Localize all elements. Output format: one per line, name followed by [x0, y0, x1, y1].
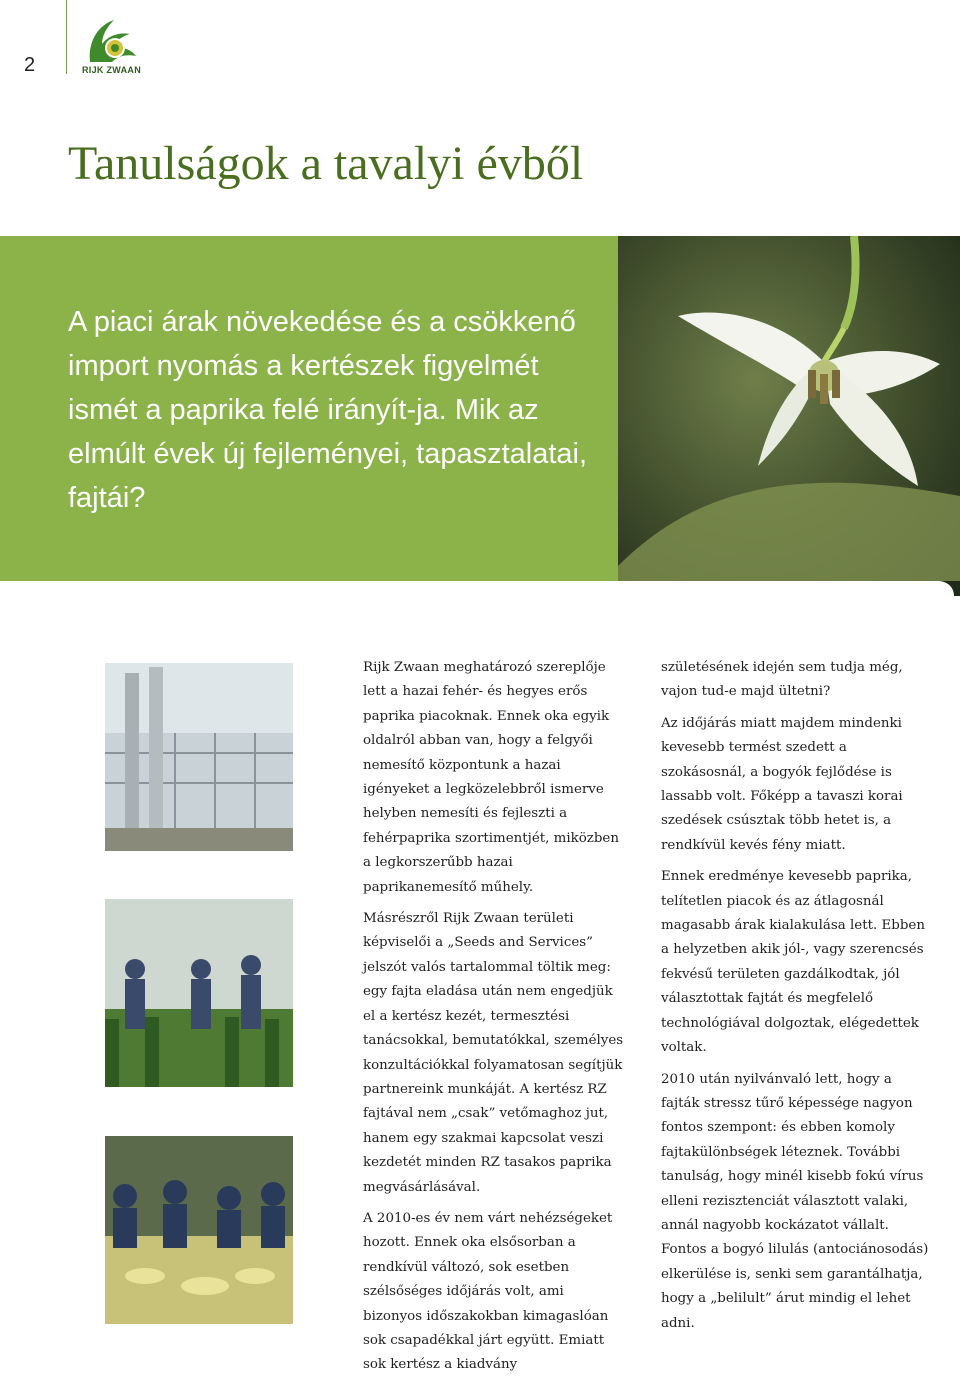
page-number: 2 — [24, 54, 36, 76]
article-paragraph: Másrészről Rijk Zwaan területi képviselői a „Seeds and Services” jelszót valós tartalommal töltik meg: egy fajta eladása után nem engedjük el a kertész kezét, termesztési tanácsokkal, bemutatókkal, személyes konzultációkkal folyamatosan segítjük partnereink munkáját. A kertész RZ fajtával nem „csak” vetőmaghoz jut, hanem egy szakmai kapcsolat veszi kezdetét minden RZ tasakos paprika megvásárlásával. — [363, 911, 624, 1195]
article-column-1 — [363, 656, 625, 1385]
article-paragraph: 2010 után nyilvánvaló lett, hogy a fajták stressz tűrő képessége nagyon fontos szempont: és ebben komoly fajtakülönbségek léteznek. További tanulság, hogy minél kisebb fokú vírus elleni rezisztenciát választott valaki, annál nagyobb kockázatot vállalt. Fontos a bogyó lilulás (antociánosodás) elkerülése is, senki sem garantálhatja, hogy a „belilult” árut mindig el lehet adni. — [661, 1071, 929, 1331]
article-paragraph: Ennek eredménye kevesebb paprika, telítetlen piacok és az átlagosnál magasabb árak kialakulása lett. Ebben a helyzetben akik jól-, vagy szerencsés fekvésű területen gazdálkodtak, jól választottak fajtát és megfelelő technológiával dolgoztak, elégedettek voltak. — [661, 869, 925, 1056]
greenhouse-photo — [105, 663, 293, 851]
article-paragraph: Az időjárás miatt majdem mindenki kevesebb termést szedett a szokásosnál, a bogyók fejlődése is lassabb volt. Főképp a tavaszi korai szedések csúsztak több hetet is, a rendkívül kevés fény miatt. — [661, 715, 903, 853]
field-visit-photo — [105, 899, 293, 1087]
header-rule — [66, 0, 67, 74]
pepper-flower-photo — [618, 236, 960, 596]
article-paragraph: A 2010-es év nem várt nehézségeket hozott. Ennek oka elsősorban a rendkívül változó, sok esetben szélsőséges időjárás volt, ami bizonyos időszakokban kimagaslóan sok csapadékkal járt együtt. Emiatt sok kertész a kiadvány — [363, 1210, 613, 1373]
sorting-workers-photo — [105, 1136, 293, 1324]
page-title: Tanulságok a tavalyi évből — [68, 137, 584, 190]
article-paragraph: Rijk Zwaan meghatározó szereplője lett a hazai fehér- és hegyes erős paprika piacoknak. Ennek oka egyik oldalról abban van, hogy a felgyői nemesítő központunk a hazai igényeket a legközelebbről ismerve helyben nemesíti és fejleszti a fehérpaprika szortimentjét, miközben a legkorszerűbb hazai paprikanemesítő műhely. — [363, 660, 619, 895]
article-column-2 — [661, 656, 931, 1343]
intro-text: A piaci árak növekedése és a csökkenő import nyomás a kertészek figyelmét ismét a paprika felé irányít-ja. Mik az elmúlt évek új fejleményei, tapasztalatai, fajtái? — [68, 306, 588, 514]
article-paragraph: születésének idején sem tudja még, vajon tud-e majd ültetni? — [661, 660, 903, 700]
logo-text: RIJK ZWAAN — [82, 65, 141, 75]
